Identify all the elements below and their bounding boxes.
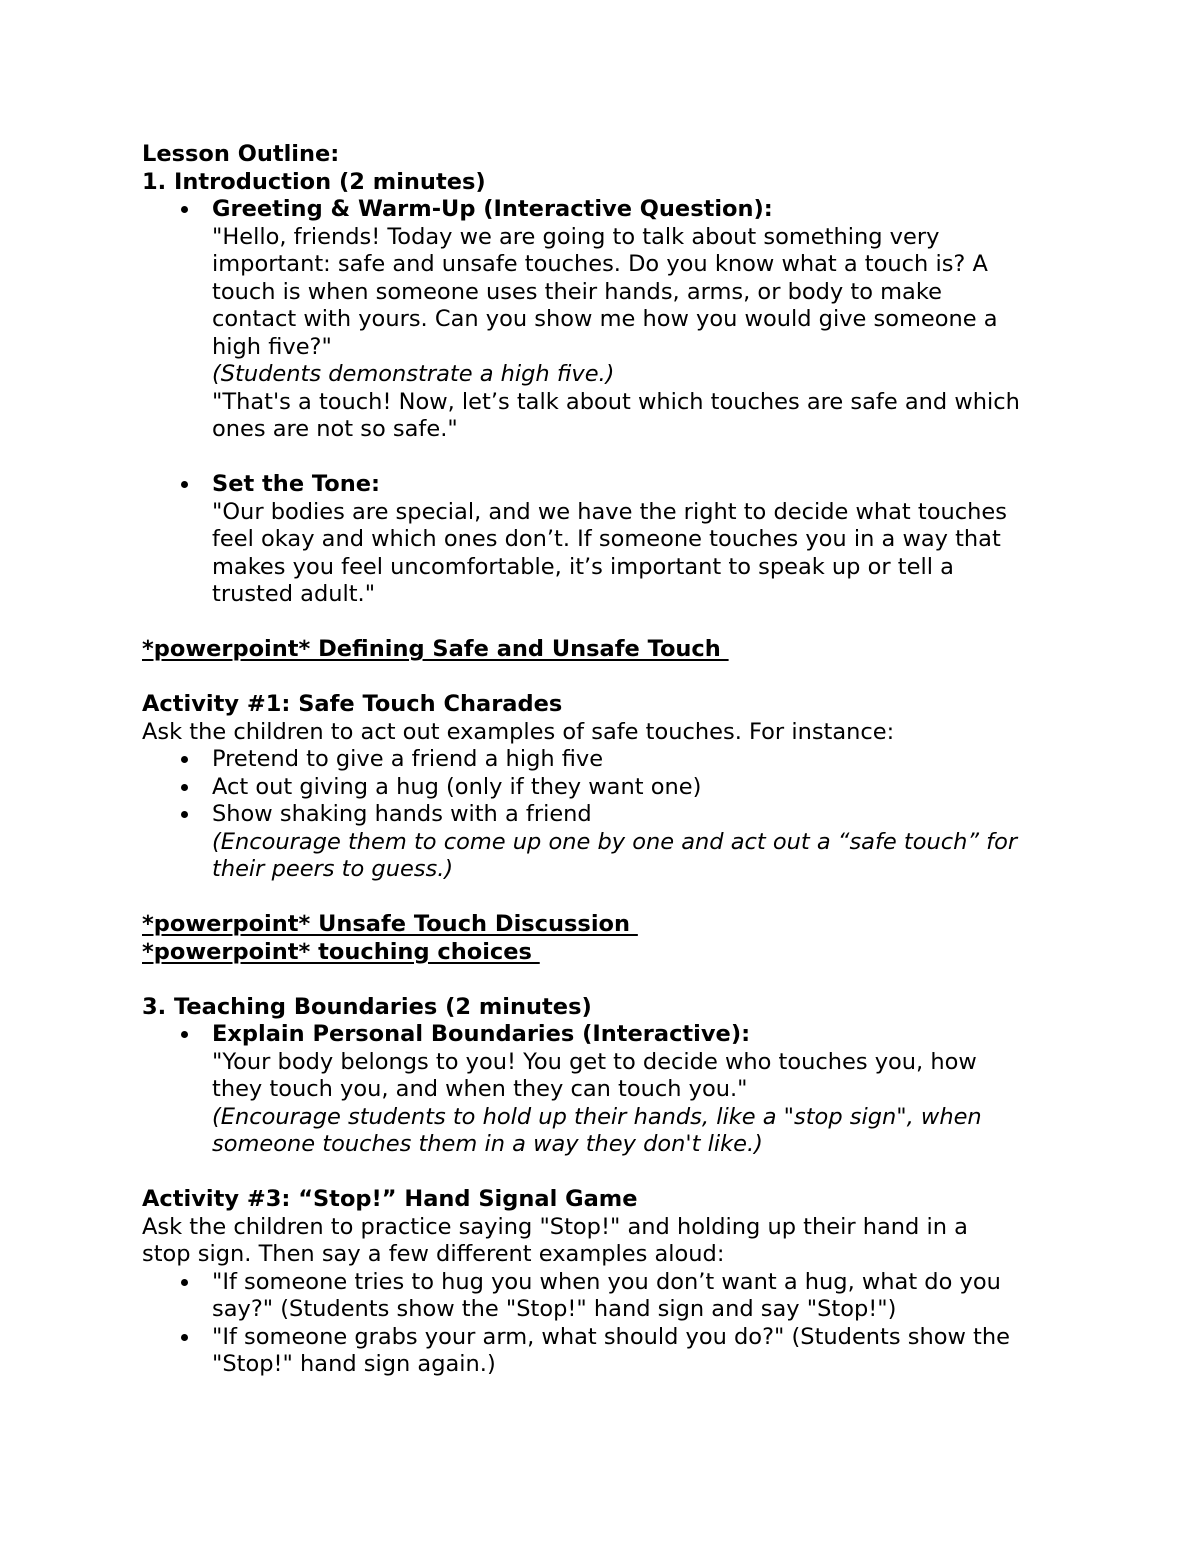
activity1-item: Pretend to give a friend a high five — [212, 746, 604, 772]
bullet-icon — [174, 471, 194, 499]
list-item — [142, 1269, 1072, 1324]
activity1-heading: Activity #1: Safe Touch Charades — [142, 691, 563, 717]
list-item — [142, 774, 1072, 802]
greeting-note: (Students demonstrate a high five.) — [212, 361, 615, 387]
activity3-item-line: "If someone tries to hug you when you don’t want a hug, what do you — [212, 1268, 1001, 1295]
bullet-icon — [174, 774, 194, 802]
tone-label: Set the Tone: — [212, 471, 381, 497]
activity3-item-line: say?" (Students show the "Stop!" hand sign and say "Stop!") — [212, 1296, 897, 1322]
boundaries-note: (Encourage students to hold up their hands, like a "stop sign", when — [212, 1103, 982, 1130]
activity1-intro: Ask the children to act out examples of safe touches. For instance: — [142, 718, 895, 745]
document-page — [142, 141, 1072, 1379]
bullet-icon — [174, 801, 194, 829]
powerpoint-link-unsafe: *powerpoint* Unsafe Touch Discussion — [142, 911, 638, 937]
tone-line: "Our bodies are special, and we have the right to decide what touches — [212, 498, 1007, 525]
intro-heading: 1. Introduction (2 minutes) — [142, 168, 486, 195]
activity3-heading: Activity #3: “Stop!” Hand Signal Game — [142, 1186, 638, 1212]
greeting-line: high five?" — [212, 333, 332, 360]
spacer — [142, 1159, 1072, 1187]
activity3-item-line: "Stop!" hand sign again.) — [212, 1351, 496, 1377]
spacer — [142, 609, 1072, 637]
boundaries-line: "Your body belongs to you! You get to decide who touches you, how — [212, 1048, 977, 1075]
spacer — [142, 664, 1072, 692]
bullet-icon — [174, 746, 194, 774]
tone-line: feel okay and which ones don’t. If someone touches you in a way that — [212, 526, 1001, 552]
greeting-line: touch is when someone uses their hands, arms, or body to make — [212, 278, 942, 305]
bullet-icon — [174, 196, 194, 224]
greeting-line: ones are not so safe." — [212, 416, 458, 442]
powerpoint-link-choices: *powerpoint* touching choices — [142, 938, 540, 965]
tone-item — [142, 471, 1072, 609]
greeting-line: important: safe and unsafe touches. Do you know what a touch is? A — [212, 251, 988, 277]
spacer — [142, 966, 1072, 994]
boundaries-line: they touch you, and when they can touch you." — [212, 1076, 748, 1102]
activity1-item: Show shaking hands with a friend — [212, 801, 592, 827]
bullet-icon — [174, 1021, 194, 1049]
outline-title: Lesson Outline: — [142, 141, 340, 167]
boundaries-item — [142, 1021, 1072, 1159]
activity3-intro: Ask the children to practice saying "Stop!" and holding up their hand in a — [142, 1213, 968, 1240]
boundaries-heading: 3. Teaching Boundaries (2 minutes) — [142, 993, 592, 1020]
bullet-icon — [174, 1324, 194, 1352]
tone-line: trusted adult." — [212, 581, 376, 607]
greeting-label: Greeting & Warm-Up (Interactive Question): — [212, 196, 773, 222]
greeting-line: "That's a touch! Now, let’s talk about which touches are safe and which — [212, 388, 1020, 415]
greeting-line: "Hello, friends! Today we are going to talk about something very — [212, 223, 940, 250]
greeting-item — [142, 196, 1072, 444]
greeting-line: contact with yours. Can you show me how you would give someone a — [212, 306, 998, 332]
activity3-intro: stop sign. Then say a few different examples aloud: — [142, 1241, 725, 1267]
activity1-note: (Encourage them to come up one by one and act out a “safe touch” for — [212, 828, 1018, 855]
tone-line: makes you feel uncomfortable, it’s important to speak up or tell a — [212, 553, 954, 580]
activity1-item: Act out giving a hug (only if they want one) — [212, 773, 702, 800]
list-item — [142, 801, 1072, 884]
list-item — [142, 746, 1072, 774]
list-item — [142, 1324, 1072, 1379]
spacer — [142, 884, 1072, 912]
activity1-note: their peers to guess.) — [212, 856, 454, 882]
activity3-item-line: "If someone grabs your arm, what should you do?" (Students show the — [212, 1323, 1010, 1350]
bullet-icon — [174, 1269, 194, 1297]
spacer — [142, 444, 1072, 472]
powerpoint-link-defining: *powerpoint* Defining Safe and Unsafe Touch — [142, 636, 729, 662]
boundaries-label: Explain Personal Boundaries (Interactive): — [212, 1021, 751, 1047]
boundaries-note: someone touches them in a way they don't like.) — [212, 1131, 763, 1157]
